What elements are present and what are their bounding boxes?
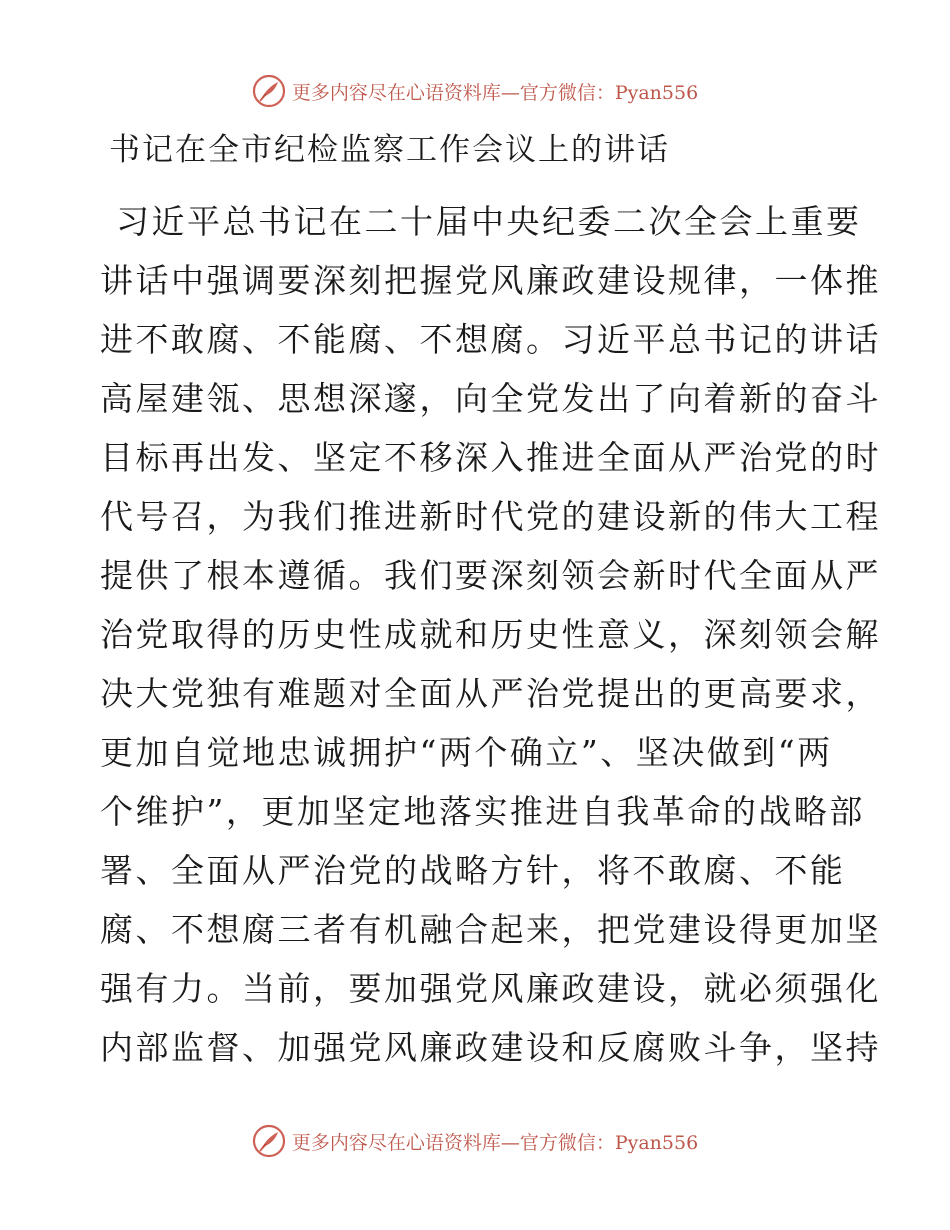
- body-line: 个维护”，更加坚定地落实推进自我革命的战略部: [100, 792, 865, 831]
- body-line: 强有力。当前，要加强党风廉政建设，就必须强化: [100, 969, 881, 1008]
- body-line: 习近平总书记在二十届中央纪委二次全会上重要: [116, 202, 862, 241]
- document-title: 书记在全市纪检监察工作会议上的讲话: [109, 132, 670, 168]
- body-line: 代号召，为我们推进新时代党的建设新的伟大工程: [100, 497, 881, 536]
- body-line: 讲话中强调要深刻把握党风廉政建设规律，一体推: [100, 261, 881, 300]
- header-watermark: [0, 71, 950, 111]
- body-line: 署、全面从严治党的战略方针，将不敢腐、不能: [100, 851, 846, 890]
- feather-quill-icon: [252, 1124, 286, 1158]
- watermark-text: 更多内容尽在心语资料库—官方微信：Pyan556: [291, 81, 699, 104]
- body-line: 更加自觉地忠诚拥护“两个确立”、坚决做到“两: [100, 733, 833, 772]
- body-line: 目标再出发、坚定不移深入推进全面从严治党的时: [100, 438, 881, 477]
- body-line: 决大党独有难题对全面从严治党提出的更高要求，: [100, 674, 881, 713]
- footer-watermark: [0, 1121, 950, 1161]
- feather-quill-icon: [252, 74, 286, 108]
- document-body: [100, 192, 881, 1077]
- body-line: 腐、不想腐三者有机融合起来，把党建设得更加坚: [100, 910, 881, 949]
- body-line: 提供了根本遵循。我们要深刻领会新时代全面从严: [100, 556, 881, 595]
- watermark-text: 更多内容尽在心语资料库—官方微信：Pyan556: [291, 1131, 699, 1154]
- body-line: 治党取得的历史性成就和历史性意义，深刻领会解: [100, 615, 881, 654]
- body-line: 进不敢腐、不能腐、不想腐。习近平总书记的讲话: [100, 320, 881, 359]
- body-line: 内部监督、加强党风廉政建设和反腐败斗争，坚持: [100, 1028, 881, 1067]
- body-line: 高屋建瓴、思想深邃，向全党发出了向着新的奋斗: [100, 379, 881, 418]
